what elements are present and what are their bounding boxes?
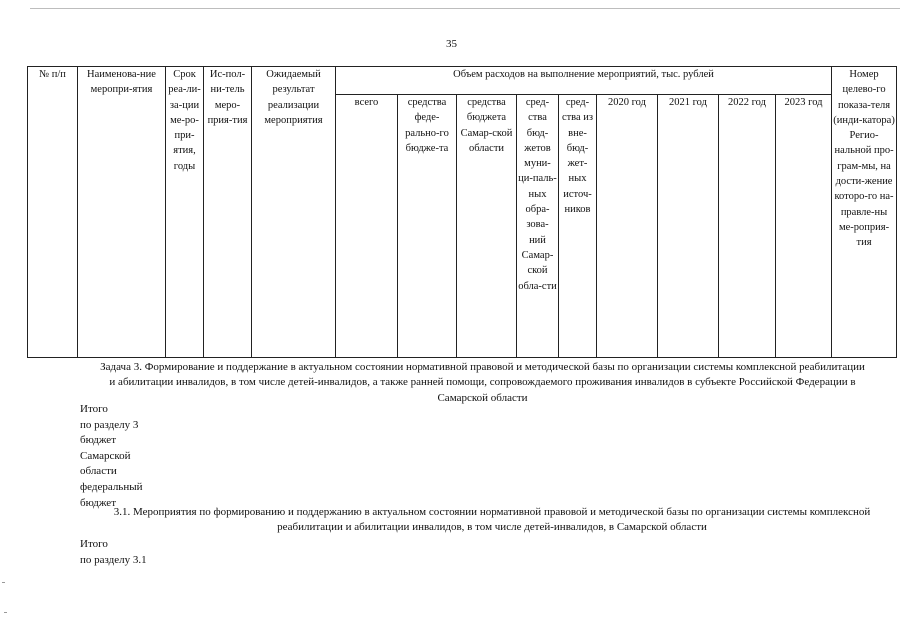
totals-line: по разделу 3 xyxy=(80,418,139,431)
totals-line: Итого xyxy=(80,403,108,415)
header-term: Срок реа-ли-за-ции ме-ро-при-ятия, годы xyxy=(166,67,204,358)
page-number: 35 xyxy=(446,38,457,50)
totals-line: области xyxy=(80,465,117,478)
header-executor: Ис-пол-ни-тель меро-прия-тия xyxy=(204,67,252,358)
header-municipal-funds: сред-ства бюд-жетов муни-ци-паль-ных обра-зова-ний Самар-ской обла-сти xyxy=(517,95,559,358)
header-year-2022: 2022 год xyxy=(719,95,776,358)
section-3-1-totals xyxy=(80,537,147,568)
header-federal-funds: средства феде-рально-го бюдже-та xyxy=(398,95,457,358)
totals-line: бюджет xyxy=(80,496,116,509)
header-expenses: Объем расходов на выполнение мероприятий, тыс. рублей xyxy=(336,67,832,95)
totals-line: федеральный xyxy=(80,480,143,493)
top-rule xyxy=(30,8,900,9)
totals-line: Итого xyxy=(80,538,108,550)
totals-line: по разделу 3.1 xyxy=(80,553,147,566)
task-3-title: Задача 3. Формирование и поддержание в актуальном состоянии нормативной правовой и методической базы по организации системы комплексной реабилитации и абилитации инвалидов, в том числе детей-инвалидов, а также ранней помощи, сопровождаемого проживания инвалидов в субъекте Российской Федерации в Самарской области xyxy=(100,361,865,404)
header-total: всего xyxy=(336,95,398,358)
totals-line: Самарской xyxy=(80,449,131,462)
header-year-2023: 2023 год xyxy=(776,95,832,358)
scan-mark xyxy=(2,582,5,583)
subsection-3-1-title: 3.1. Мероприятия по формированию и поддержанию в актуальном состоянии нормативной правовой и методической базы по организации системы комплексной реабилитации и абилитации инвалидов, в том числе детей-инвалидов, в Самарской области xyxy=(113,506,871,534)
header-number: № п/п xyxy=(28,67,78,358)
header-regional-funds: средства бюджета Самар-ской области xyxy=(457,95,517,358)
scan-mark xyxy=(4,612,7,613)
header-extrabudget-funds: сред-ства из вне-бюд-жет-ных источ-ников xyxy=(559,95,597,358)
expenses-table xyxy=(27,66,897,358)
header-indicator: Номер целево-го показа-теля (инди-катора) Регио-нальной про-грам-мы, на дости-жение которо-го на-правле-ны ме-роприя-тия xyxy=(832,67,897,358)
header-year-2021: 2021 год xyxy=(658,95,719,358)
totals-line: бюджет xyxy=(80,434,116,447)
header-year-2020: 2020 год xyxy=(597,95,658,358)
section-3-totals xyxy=(80,402,143,511)
header-expected-result: Ожидаемый результат реализации мероприятия xyxy=(252,67,336,358)
header-activity-name: Наименова-ние меропри-ятия xyxy=(78,67,166,358)
